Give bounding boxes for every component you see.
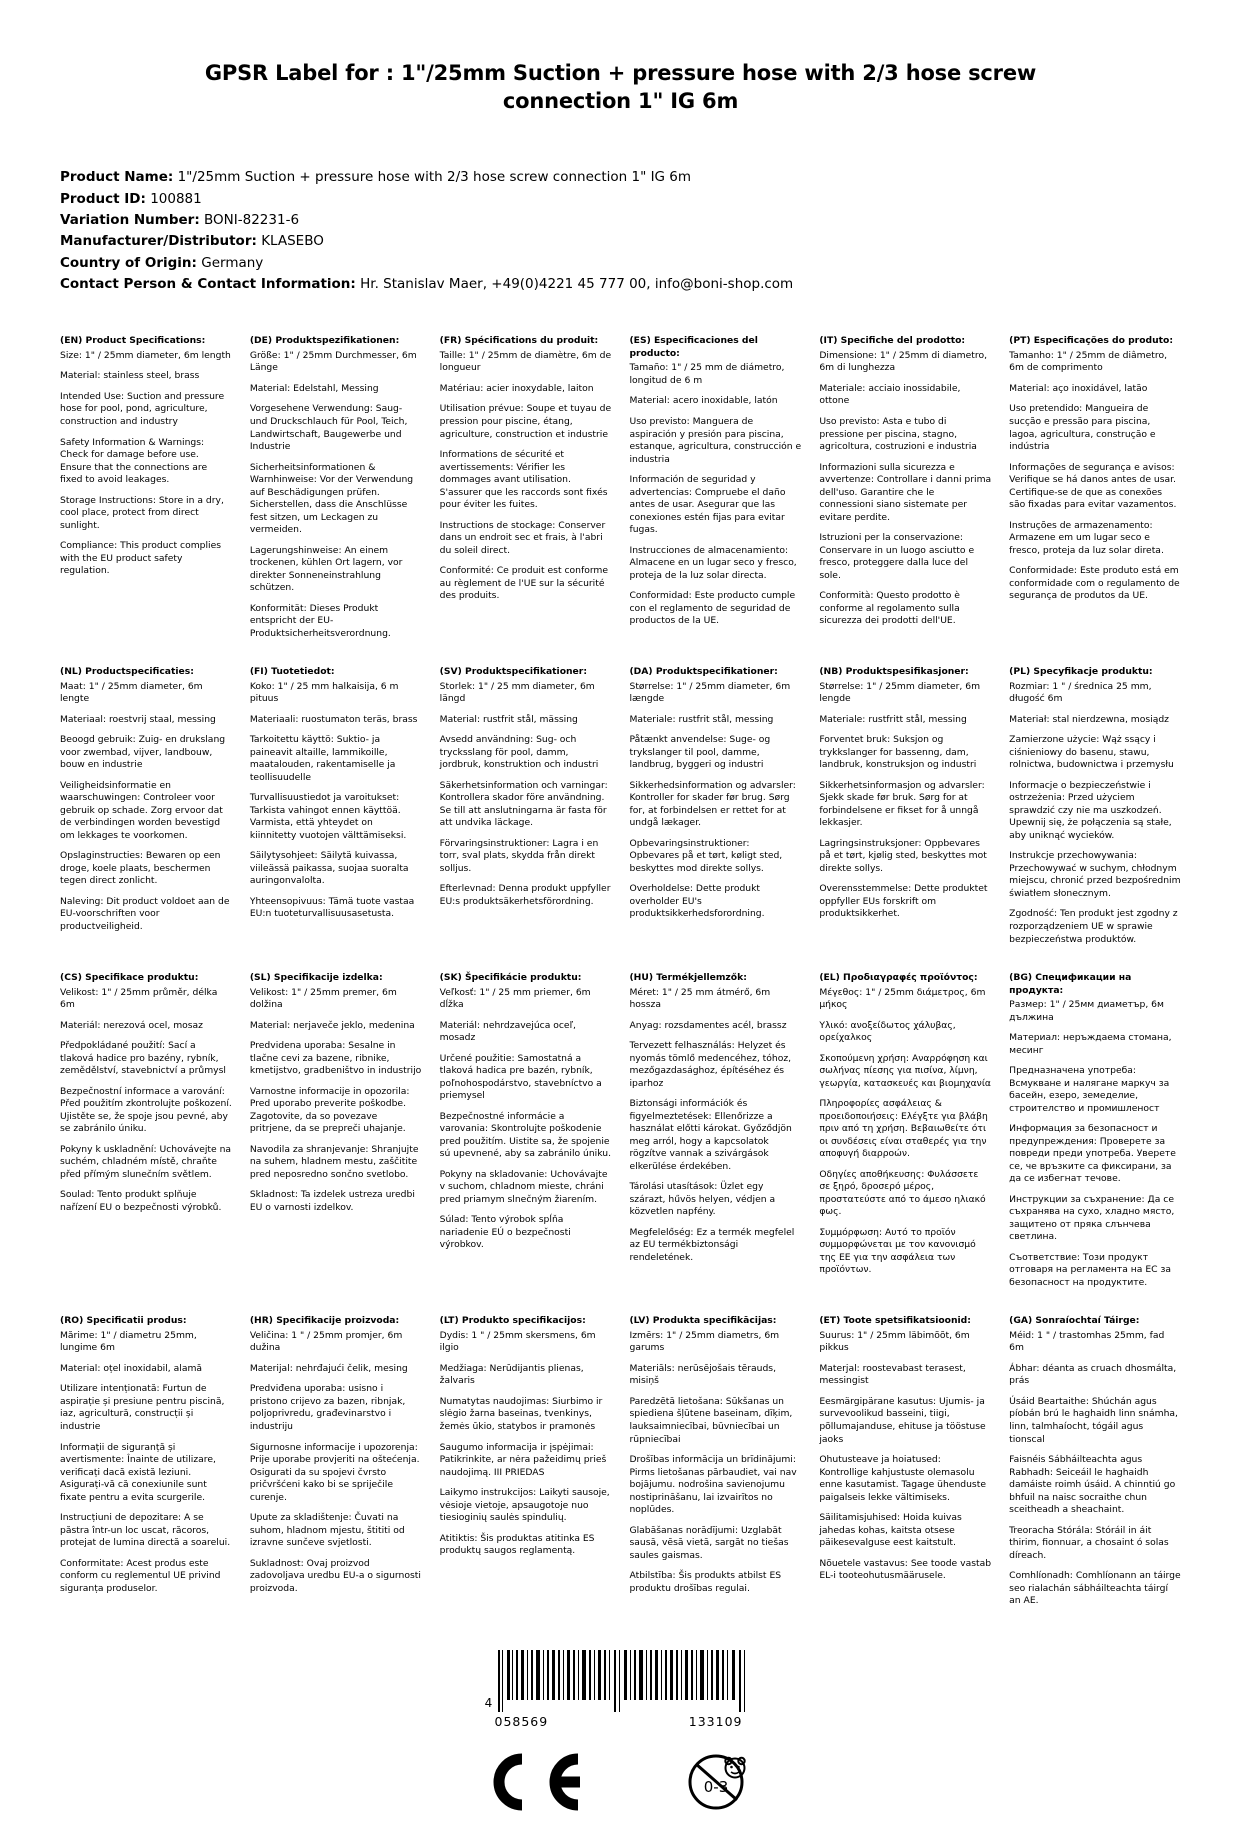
spec-heading: (PT) Especificações do produto: <box>1009 335 1174 347</box>
spec-paragraph: Opbevaringsinstruktioner: Opbevares på et tørt, køligt sted, beskyttes mod direkte sollys. <box>629 837 783 874</box>
spec-paragraph: Bezpečnostné informácie a varovania: Skontrolujte poškodenie pred použitím. Uistite sa, že spojenie sú upevnené, aby sa zabránilo úniku. <box>439 1110 612 1160</box>
meta-value: Germany <box>201 254 264 271</box>
spec-paragraph: Съответствие: Този продукт отговаря на регламента на ЕС за безопасност на продуктите. <box>1009 1251 1171 1288</box>
spec-paragraph: Informations de sécurité et avertissements: Vérifier les dommages avant utilisation. S'assurer que les raccords sont fixés pour éviter les fuites. <box>439 449 608 511</box>
meta-value: 1"/25mm Suction + pressure hose with 2/3 hose screw connection 1" IG 6m <box>177 169 692 186</box>
spec-paragraph: Suurus: 1" / 25mm läbimõõt, 6m pikkus <box>819 1329 970 1354</box>
spec-block-el <box>819 972 991 1315</box>
spec-paragraph: Varnostne informacije in opozorila: Pred uporabo preverite poškodbe. Zagotovite, da so povezave pritrjene, da se prepreči uhajanje. <box>249 1085 410 1135</box>
spec-paragraph: Megfelelőség: Ez a termék megfelel az EU termékbiztonsági rendeletének. <box>629 1226 795 1263</box>
spec-paragraph: Påtænkt anvendelse: Suge- og trykslanger til pool, damme, landbrug, byggeri og industri <box>629 734 771 771</box>
spec-paragraph: Navodila za shranjevanje: Shranjujte na suhem, hladnem mestu, zaščitite pred neposredno sončno svetlobo. <box>249 1143 419 1180</box>
spec-block-fi <box>250 666 422 972</box>
spec-paragraph: Υλικό: ανοξείδωτος χάλυβας, ορείχαλκος <box>819 1019 956 1044</box>
spec-paragraph: Material: acero inoxidable, latón <box>629 395 778 407</box>
spec-heading: (FR) Spécifications du produit: <box>439 335 599 347</box>
spec-paragraph: Beoogd gebruik: Zuig- en drukslang voor zwembad, vijver, landbouw, bouw en industrie <box>60 734 226 771</box>
spec-paragraph: Informacje o bezpieczeństwie i ostrzeżenia: Przed użyciem sprawdzić czy nie ma uszkodzeń. Upewnij się, że połączenia są stałe, aby uniknąć wycieków. <box>1009 779 1172 841</box>
spec-paragraph: Úsáid Beartaithe: Shúchán agus píobán brú le haghaidh linn snámha, linn, talmhaíocht, tógáil agus tionscal <box>1009 1395 1178 1445</box>
spec-paragraph: Atbilstība: Šis produkts atbilst ES produktu drošības regulai. <box>629 1570 782 1594</box>
meta-label: Product Name: <box>60 169 174 186</box>
spec-paragraph: Tarkoitettu käyttö: Suktio- ja paineavit altaille, lammikoille, maatalouden, rakentamiselle ja teollisuudelle <box>249 734 396 783</box>
spec-paragraph: Zamierzone użycie: Wąż ssący i ciśnieniowy do basenu, stawu, rolnictwa, budownictwa i przemysłu <box>1009 734 1174 771</box>
spec-paragraph: Tervezett felhasználás: Helyzet és nyomás tömlő medencéhez, tóhoz, mezőgazdasághoz, építéséhez és iparhoz <box>629 1040 792 1089</box>
spec-paragraph: Eesmärgipärane kasutus: Ujumis- ja survevoolikud basseini, tiigi, põllumajanduse, ehituse ja tööstuse jaoks <box>819 1395 986 1445</box>
spec-paragraph: Materjal: roostevabast terasest, messingist <box>819 1362 966 1387</box>
spec-paragraph: Информация за безопасност и предупреждения: Проверете за повреди преди употреба. Уверете се, че връзките са фиксирани, за да се избегнат течове. <box>1009 1123 1176 1185</box>
spec-block-it <box>819 335 991 666</box>
spec-paragraph: Veiligheidsinformatie en waarschuwingen: Controleer voor gebruik op schade. Zorg ervoor dat de verbindingen worden bevestigd om lekkages te voorkomen. <box>60 779 223 841</box>
spec-paragraph: Ábhar: déanta as cruach dhosmálta, prás <box>1009 1362 1177 1387</box>
spec-paragraph: Größe: 1" / 25mm Durchmesser, 6m Länge <box>249 349 417 374</box>
spec-paragraph: Tamanho: 1" / 25mm de diâmetro, 6m de comprimento <box>1009 349 1167 374</box>
spec-heading: (BG) Спецификации на продукта: <box>1009 972 1132 996</box>
spec-paragraph: Dimensione: 1" / 25mm di diametro, 6m di lunghezza <box>819 349 987 374</box>
spec-paragraph: Atitiktis: Šis produktas atitinka ES produktų saugos reglamentą. <box>439 1532 595 1557</box>
spec-paragraph: Určené použitie: Samostatná a tlaková hadica pre bazén, rybník, poľnohospodárstvo, stavebníctvo a priemysel <box>439 1052 602 1102</box>
spec-paragraph: Informații de siguranță și avertismente: Înainte de utilizare, verificați dacă există leziuni. Asigurați-vă că conexiunile sunt fixate pentru a evita scurgerile. <box>60 1441 216 1503</box>
spec-paragraph: Materijal: nehrđajući čelik, mesing <box>249 1362 408 1374</box>
spec-paragraph: Storlek: 1" / 25 mm diameter, 6m längd <box>439 680 595 705</box>
spec-paragraph: Sicherheitsinformationen & Warnhinweise: Vor der Verwendung auf Beschädigungen prüfen. Sicherstellen, dass die Anschlüsse fest sitzen, um Leckagen zu vermeiden. <box>249 461 414 536</box>
spec-paragraph: Instrucțiuni de depozitare: A se păstra într-un loc uscat, răcoros, protejat de lumina directă a soarelui. <box>60 1512 231 1549</box>
spec-heading: (FI) Tuotetiedot: <box>249 666 335 678</box>
spec-paragraph: Overholdelse: Dette produkt overholder EU's produktsikkerhedsforordning. <box>629 883 765 920</box>
spec-block-sl <box>250 972 422 1315</box>
spec-paragraph: Material: nerjaveče jeklo, medenina <box>249 1019 415 1031</box>
spec-paragraph: Laikymo instrukcijos: Laikyti sausoje, vėsioje vietoje, apsaugotoje nuo tiesioginių saulės spindulių. <box>439 1487 610 1524</box>
spec-paragraph: Sukladnost: Ovaj proizvod zadovoljava uredbu EU-a o sigurnosti proizvoda. <box>249 1557 421 1594</box>
spec-paragraph: Tárolási utasítások: Üzlet egy szárazt, hűvös helyen, védjen a közvetlen napfény. <box>629 1181 776 1218</box>
spec-paragraph: Instruções de armazenamento: Armazene em um lugar seco e fresco, proteja da luz solar direta. <box>1009 519 1164 556</box>
barcode <box>485 1650 757 1712</box>
spec-block-ga <box>1009 1315 1181 1633</box>
spec-paragraph: Numatytas naudojimas: Siurbimo ir slėgio žarna baseinas, tvenkinys, žemės ūkio, statybos ir pramonės <box>439 1395 603 1432</box>
meta-row-variation-number <box>60 210 1181 231</box>
meta-label: Contact Person & Contact Information: <box>60 276 356 293</box>
spec-heading: (IT) Specifiche del prodotto: <box>819 335 966 347</box>
spec-paragraph: Upute za skladištenje: Čuvati na suhom, hladnom mjestu, štititi od izravne sunčeve svjetlosti. <box>249 1512 405 1549</box>
page-title: GPSR Label for : 1"/25mm Suction + pressure hose with 2/3 hose screw connection 1" IG 6m <box>204 61 1037 113</box>
spec-block-da <box>629 666 801 972</box>
spec-paragraph: Intended Use: Suction and pressure hose for pool, pond, agriculture, construction and industry <box>60 390 225 427</box>
spec-paragraph: Velikost: 1" / 25mm premer, 6m dolžina <box>249 986 397 1011</box>
spec-paragraph: Instrucciones de almacenamiento: Almacene en un lugar seco y fresco, proteja de la luz solar directa. <box>629 544 797 581</box>
spec-paragraph: Förvaringsinstruktioner: Lagra i en torr, sval plats, skydda från direkt solljus. <box>439 837 599 874</box>
spec-paragraph: Velikost: 1" / 25mm průměr, délka 6m <box>60 986 218 1011</box>
spec-block-en <box>60 335 232 666</box>
spec-paragraph: Saugumo informacija ir įspėjimai: Patikrinkite, ar nėra pažeidimų prieš naudojimą. III PRIEDAS <box>439 1441 607 1478</box>
spec-block-lv <box>629 1315 801 1633</box>
spec-block-fr <box>440 335 612 666</box>
spec-paragraph: Säilytysohjeet: Säilytä kuivassa, viileässä paikassa, suojaa suoralta auringonvalolta. <box>249 850 409 887</box>
spec-paragraph: Instrukcje przechowywania: Przechowywać w suchym, chłodnym miejscu, chronić przed bezpośrednim światłem słonecznym. <box>1009 850 1181 899</box>
spec-paragraph: Størrelse: 1" / 25mm diameter, 6m længde <box>629 680 791 705</box>
spec-paragraph: Informações de segurança e avisos: Verifique se há danos antes de usar. Certifique-se de que as conexões são fixadas para evitar vazamentos. <box>1009 461 1177 511</box>
spec-paragraph: Conformidade: Este produto está em conformidade com o regulamento de segurança de produtos da UE. <box>1009 565 1180 602</box>
ce-mark-icon <box>480 1751 590 1813</box>
meta-label: Country of Origin: <box>60 254 197 271</box>
spec-paragraph: Utilisation prévue: Soupe et tuyau de pression pour piscine, étang, agriculture, construction et industrie <box>439 403 612 440</box>
spec-heading: (NL) Productspecificaties: <box>60 666 194 678</box>
spec-paragraph: Materiale: acciaio inossidabile, ottone <box>819 382 961 407</box>
spec-paragraph: Izmērs: 1" / 25mm diametrs, 6m garums <box>629 1329 780 1354</box>
spec-paragraph: Vorgesehene Verwendung: Saug- und Druckschlauch für Pool, Teich, Landwirtschaft, Baugewerbe und Industrie <box>249 403 408 453</box>
spec-paragraph: Säilitamisjuhised: Hoida kuivas jahedas kohas, kaitsta otsese päikesevalguse eest kaitstult. <box>819 1512 962 1549</box>
spec-paragraph: Medžiaga: Nerūdijantis plienas, žalvaris <box>439 1362 584 1387</box>
spec-paragraph: Bezpečnostní informace a varování: Před použitím zkontrolujte poškození. Ujistěte se, že spoje jsou pevné, aby se zabránilo úniku. <box>60 1085 232 1135</box>
product-meta-block <box>60 167 1181 295</box>
spec-heading: (LV) Produkta specifikācijas: <box>629 1315 777 1327</box>
spec-paragraph: Matériau: acier inoxydable, laiton <box>439 382 594 394</box>
spec-block-lt <box>440 1315 612 1633</box>
language-specs-grid <box>60 335 1181 1633</box>
spec-block-sk <box>440 972 612 1315</box>
spec-paragraph: Rozmiar: 1 " / średnica 25 mm, długość 6m <box>1009 680 1152 705</box>
barcode-number-row <box>471 1714 771 1729</box>
spec-paragraph: Lagerungshinweise: An einem trockenen, kühlen Ort lagern, vor direkter Sonneneinstrahlung schützen. <box>249 544 403 594</box>
spec-paragraph: Πληροφορίες ασφάλειας & προειδοποιήσεις: Ελέγξτε για βλάβη πριν από τη χρήση. Βεβαιωθείτε ότι οι συνδέσεις είναι σταθερές για την αποφυγή διαρροών. <box>819 1098 988 1160</box>
spec-paragraph: Utilizare intenționată: Furtun de aspirație și presiune pentru piscină, iaz, agricultură, construcții și industrie <box>60 1383 225 1432</box>
spec-paragraph: Mărime: 1" / diametru 25mm, lungime 6m <box>60 1329 197 1354</box>
spec-paragraph: Predviđena uporaba: usisno i pristono crijevo za bazen, ribnjak, poljoprivredu, građevinarstvo i industriju <box>249 1383 406 1432</box>
footer-marks-area <box>60 1650 1181 1813</box>
spec-paragraph: Opslaginstructies: Bewaren op een droge, koele plaats, beschermen tegen direct zonlicht. <box>60 850 221 887</box>
barcode-left-group: 058569 <box>494 1713 549 1729</box>
spec-heading: (DA) Produktspecifikationer: <box>629 666 778 678</box>
spec-block-bg <box>1009 972 1181 1315</box>
barcode-bars-icon <box>496 1650 756 1712</box>
spec-paragraph: Veličina: 1 " / 25mm promjer, 6m dužina <box>249 1329 403 1354</box>
spec-heading: (EL) Προδιαγραφές προϊόντος: <box>819 972 978 984</box>
spec-paragraph: Glabāšanas norādījumi: Uzglabāt sausā, vēsā vietā, sargāt no tiešas saules gaismas. <box>629 1524 789 1561</box>
spec-heading: (ES) Especificaciones del producto: <box>629 335 758 359</box>
meta-value: BONI-82231-6 <box>204 212 300 229</box>
spec-block-cs <box>60 972 232 1315</box>
spec-paragraph: Uso previsto: Manguera de aspiración y presión para piscina, estanque, agricultura, construcción e industria <box>629 415 802 465</box>
spec-paragraph: Efterlevnad: Denna produkt uppfyller EU:s produktsäkerhetsförordning. <box>439 883 611 907</box>
spec-paragraph: Σκοπούμενη χρήση: Αναρρόφηση και σωλήνας πίεσης για πισίνα, λίμνη, γεωργία, κατασκευές και βιομηχανία <box>819 1052 991 1089</box>
spec-paragraph: Paredzētā lietošana: Sūkšanas un spiediena šļūtene baseinam, dīķim, lauksaimniecībai, būvniecībai un rūpniecībai <box>629 1395 793 1445</box>
compliance-marks <box>480 1751 762 1813</box>
spec-paragraph: Compliance: This product complies with the EU product safety regulation. <box>60 540 222 577</box>
spec-paragraph: Avsedd användning: Sug- och trycksslang för pool, damm, jordbruk, konstruktion och industri <box>439 734 599 771</box>
spec-paragraph: Størrelse: 1" / 25mm diameter, 6m lengde <box>819 680 981 705</box>
spec-paragraph: Materiaali: ruostumaton teräs, brass <box>249 713 418 725</box>
spec-paragraph: Materiāls: nerūsējošais tērauds, misiņš <box>629 1362 776 1387</box>
spec-paragraph: Materiál: nehrdzavejúca oceľ, mosadz <box>439 1019 576 1044</box>
spec-paragraph: Overensstemmelse: Dette produktet oppfyller EUs forskrift om produktsikkerhet. <box>819 883 988 920</box>
spec-paragraph: Předpokládané použití: Sací a tlaková hadice pro bazény, rybník, zemědělství, stavebnictví a průmysl <box>60 1040 226 1077</box>
spec-paragraph: Soulad: Tento produkt splňuje nařízení EU o bezpečnosti výrobků. <box>60 1189 222 1213</box>
spec-paragraph: Sigurnosne informacije i upozorenja: Prije uporabe provjeriti na oštećenja. Osigurati da su spojevi čvrsto pričvršćeni kako bi se spriječile curenje. <box>249 1441 420 1503</box>
spec-paragraph: Pokyny na skladovanie: Uchovávajte v suchom, chladnom mieste, chráni pred priamym slnečným žiarením. <box>439 1168 608 1205</box>
spec-block-sv <box>440 666 612 972</box>
age-warning-mark-icon <box>680 1751 762 1813</box>
spec-paragraph: Méret: 1" / 25 mm átmérő, 6m hossza <box>629 986 771 1011</box>
spec-heading: (DE) Produktspezifikationen: <box>249 335 400 347</box>
spec-paragraph: Size: 1" / 25mm diameter, 6m length <box>60 349 231 361</box>
spec-paragraph: Información de seguridad y advertencias: Compruebe el daño antes de usar. Asegurar que las conexiones estén fijas para evitar fugas. <box>629 474 786 536</box>
meta-value: KLASEBO <box>261 233 324 250</box>
spec-paragraph: Informazioni sulla sicurezza e avvertenze: Controllare i danni prima dell'uso. Garantire che le connessioni siano sistemate per evitare perdite. <box>819 461 992 523</box>
meta-label: Variation Number: <box>60 212 200 229</box>
spec-paragraph: Turvallisuustiedot ja varoitukset: Tarkista vahingot ennen käyttöä. Varmista, että yhteydet on kiinnitetty vuotojen välttämiseksi. <box>249 792 407 841</box>
spec-heading: (SK) Špecifikácie produktu: <box>439 972 582 984</box>
meta-row-product-id <box>60 189 1181 210</box>
barcode-lead-digit: 4 <box>484 1695 493 1710</box>
spec-paragraph: Conformità: Questo prodotto è conforme al regolamento sulla sicurezza dei prodotti dell'UE. <box>819 590 960 627</box>
spec-paragraph: Veľkosť: 1" / 25 mm priemer, 6m dĺžka <box>439 986 591 1011</box>
meta-value: 100881 <box>150 190 202 207</box>
spec-heading: (PL) Specyfikacje produktu: <box>1009 666 1153 678</box>
spec-paragraph: Οδηγίες αποθήκευσης: Φυλάσσετε σε ξηρό, δροσερό μέρος, προστατεύστε από το άμεσο ηλιακό φως. <box>819 1168 986 1218</box>
spec-paragraph: Συμμόρφωση: Αυτό το προϊόν συμμορφώνεται με τον κανονισμό της ΕΕ για την ασφάλεια των προϊόντων. <box>819 1226 976 1276</box>
spec-paragraph: Konformität: Dieses Produkt entspricht der EU-Produktsicherheitsverordnung. <box>249 602 391 639</box>
spec-block-et <box>819 1315 991 1633</box>
spec-paragraph: Yhteensopivuus: Tämä tuote vastaa EU:n tuoteturvallisuusasetusta. <box>249 895 415 920</box>
spec-block-pl <box>1009 666 1181 972</box>
spec-heading: (RO) Specificatii produs: <box>60 1315 187 1327</box>
spec-paragraph: Materiál: nerezová ocel, mosaz <box>60 1019 204 1031</box>
spec-heading: (ET) Toote spetsifikatsioonid: <box>819 1315 971 1327</box>
spec-paragraph: Predvidena uporaba: Sesalne in tlačne cevi za bazene, ribnike, kmetijstvo, gradbeništvo in industrijo <box>249 1040 422 1077</box>
spec-paragraph: Размер: 1" / 25мм диаметър, 6м дължина <box>1009 999 1164 1023</box>
spec-paragraph: Material: Edelstahl, Messing <box>249 382 379 394</box>
spec-heading: (HR) Specifikacije proizvoda: <box>249 1315 400 1327</box>
meta-label: Manufacturer/Distributor: <box>60 233 257 250</box>
spec-paragraph: Uso previsto: Asta e tubo di pressione per piscina, stagno, agricoltura, costruzioni e industria <box>819 415 977 453</box>
spec-paragraph: Koko: 1" / 25 mm halkaisija, 6 m pituus <box>249 680 399 705</box>
spec-heading: (EN) Product Specifications: <box>60 335 206 347</box>
barcode-right-group: 133109 <box>688 1713 743 1729</box>
spec-paragraph: Anyag: rozsdamentes acél, brassz <box>629 1019 787 1031</box>
meta-row-product-name <box>60 167 1181 188</box>
spec-paragraph: Istruzioni per la conservazione: Conservare in un luogo asciutto e fresco, proteggere dalla luce del sole. <box>819 532 975 581</box>
spec-paragraph: Материал: неръждаема стомана, месинг <box>1009 1032 1172 1056</box>
spec-heading: (GA) Sonraíochtaí Táirge: <box>1009 1315 1140 1327</box>
spec-paragraph: Dydis: 1 " / 25mm skersmens, 6m ilgio <box>439 1329 596 1354</box>
spec-paragraph: Maat: 1" / 25mm diameter, 6m lengte <box>60 680 203 705</box>
spec-block-nb <box>819 666 991 972</box>
spec-heading: (SV) Produktspecifikationer: <box>439 666 587 678</box>
spec-paragraph: Nõuetele vastavus: See toode vastab EL-i tooteohutusmäärusele. <box>819 1557 992 1582</box>
spec-paragraph: Uso pretendido: Mangueira de sucção e pressão para piscina, lagoa, agricultura, construção e indústria <box>1009 403 1156 453</box>
spec-heading: (SL) Specifikacije izdelka: <box>249 972 383 984</box>
spec-paragraph: Pokyny k uskladnění: Uchovávejte na suchém, chladném místě, chraňte před přímým slunečním světlem. <box>60 1143 232 1180</box>
spec-paragraph: Treoracha Stórála: Stóráil in áit thirim, fionnuar, a chosaint ó solas díreach. <box>1009 1524 1169 1561</box>
spec-heading: (NB) Produktspesifikasjoner: <box>819 666 969 678</box>
spec-paragraph: Conformitate: Acest produs este conform cu reglementul UE privind siguranța produselor. <box>60 1557 221 1594</box>
spec-paragraph: Naleving: Dit product voldoet aan de EU-voorschriften voor productveiligheid. <box>60 895 230 932</box>
spec-paragraph: Forventet bruk: Suksjon og trykkslanger for bassenng, dam, landbruk, konstruksjon og industri <box>819 734 977 771</box>
spec-paragraph: Safety Information & Warnings: Check for damage before use. Ensure that the connections are fixed to avoid leakages. <box>60 436 208 486</box>
spec-paragraph: Μέγεθος: 1" / 25mm διάμετρος, 6m μήκος <box>819 986 986 1011</box>
spec-paragraph: Materiaal: roestvrij staal, messing <box>60 713 216 725</box>
spec-paragraph: Drošības informācija un brīdinājumi: Pirms lietošanas pārbaudiet, vai nav bojājumu. nodrošina savienojumu nostiprināšanu, lai izvairītos no noplūdes. <box>629 1454 797 1516</box>
spec-block-ro <box>60 1315 232 1633</box>
spec-paragraph: Ohutusteave ja hoiatused: Kontrollige kahjustuste olemasolu enne kasutamist. Tagage ühenduste paigalseis lekke vältimiseks. <box>819 1454 986 1503</box>
spec-paragraph: Materiał: stal nierdzewna, mosiądz <box>1009 713 1169 725</box>
spec-paragraph: Lagringsinstruksjoner: Oppbevares på et tørt, kjølig sted, beskyttes mot direkte sollys. <box>819 837 987 874</box>
spec-paragraph: Materiale: rustfrit stål, messing <box>629 713 774 725</box>
spec-paragraph: Tamaño: 1" / 25 mm de diámetro, longitud de 6 m <box>629 362 785 386</box>
spec-paragraph: Biztonsági információk és figyelmeztetések: Ellenőrizze a használat előtti károkat. Győződjön meg arról, hogy a kapcsolatok rögzítve vannak a szivárgások elkerülése érdekében. <box>629 1098 792 1172</box>
spec-paragraph: Material: oțel inoxidabil, alamă <box>60 1362 203 1374</box>
spec-paragraph: Material: aço inoxidável, latão <box>1009 382 1148 394</box>
spec-paragraph: Méid: 1 " / trastomhas 25mm, fad 6m <box>1009 1329 1165 1354</box>
spec-block-pt <box>1009 335 1181 666</box>
meta-label: Product ID: <box>60 190 146 207</box>
meta-row-manufacturer <box>60 231 1181 252</box>
spec-paragraph: Storage Instructions: Store in a dry, cool place, protect from direct sunlight. <box>60 494 224 531</box>
spec-paragraph: Materiale: rustfritt stål, messing <box>819 713 967 725</box>
spec-paragraph: Taille: 1" / 25mm de diamètre, 6m de longueur <box>439 349 612 374</box>
spec-paragraph: Faisnéis Sábháilteachta agus Rabhadh: Seiceáil le haghaidh damáiste roimh úsáid. A chinntiú go bhfuil na naisc socraithe chun sceitheadh a sheachaint. <box>1009 1454 1176 1516</box>
meta-row-contact <box>60 274 1181 295</box>
spec-paragraph: Material: stainless steel, brass <box>60 370 200 382</box>
spec-paragraph: Предназначена употреба: Всмукване и налягане маркуч за басейн, езеро, земеделие, строителство и промишленост <box>1009 1065 1170 1114</box>
spec-block-nl <box>60 666 232 972</box>
spec-paragraph: Comhlíonadh: Comhlíonann an táirge seo rialachán sábháilteachta táirgí an AE. <box>1009 1570 1181 1607</box>
spec-block-es <box>629 335 801 666</box>
spec-paragraph: Instructions de stockage: Conserver dans un endroit sec et frais, à l'abri du soleil direct. <box>439 519 606 556</box>
spec-paragraph: Sikkerhetsinformasjon og advarsler: Sjekk skade før bruk. Sørg for at forbindelsene er fikset for å unngå lekkasjer. <box>819 779 985 829</box>
spec-paragraph: Súlad: Tento výrobok spĺňa nariadenie EÚ o bezpečnosti výrobkov. <box>439 1214 571 1251</box>
spec-paragraph: Sikkerhedsinformation og advarsler: Kontroller for skader før brug. Sørg for, at forbindelsen er rettet for at undgå lækager. <box>629 779 796 829</box>
meta-value: Hr. Stanislav Maer, +49(0)4221 45 777 00, info@boni-shop.com <box>360 276 794 293</box>
spec-heading: (LT) Produkto specifikacijos: <box>439 1315 586 1327</box>
spec-paragraph: Инструкции за съхранение: Да се съхранява на сухо, хладно място, защитено от пряка слънчева светлина. <box>1009 1193 1175 1243</box>
spec-block-de <box>250 335 422 666</box>
spec-paragraph: Säkerhetsinformation och varningar: Kontrollera skador före användning. Se till att anslutningarna är fasta för att undvika läckage. <box>439 779 608 829</box>
spec-paragraph: Conformidad: Este producto cumple con el reglamento de seguridad de productos de la UE. <box>629 590 796 627</box>
spec-paragraph: Zgodność: Ten produkt jest zgodny z rozporządzeniem UE w sprawie bezpieczeństwa produktów. <box>1009 908 1178 945</box>
age-range-label: 0-3 <box>703 1777 728 1796</box>
spec-paragraph: Skladnost: Ta izdelek ustreza uredbi EU o varnosti izdelkov. <box>249 1189 415 1213</box>
spec-heading: (CS) Specifikace produktu: <box>60 972 199 984</box>
spec-block-hr <box>250 1315 422 1633</box>
spec-block-hu <box>629 972 801 1315</box>
spec-paragraph: Material: rustfrit stål, mässing <box>439 713 578 725</box>
meta-row-country-of-origin <box>60 253 1181 274</box>
spec-paragraph: Conformité: Ce produit est conforme au règlement de l'UE sur la sécurité des produits. <box>439 565 609 602</box>
spec-heading: (HU) Termékjellemzők: <box>629 972 747 984</box>
